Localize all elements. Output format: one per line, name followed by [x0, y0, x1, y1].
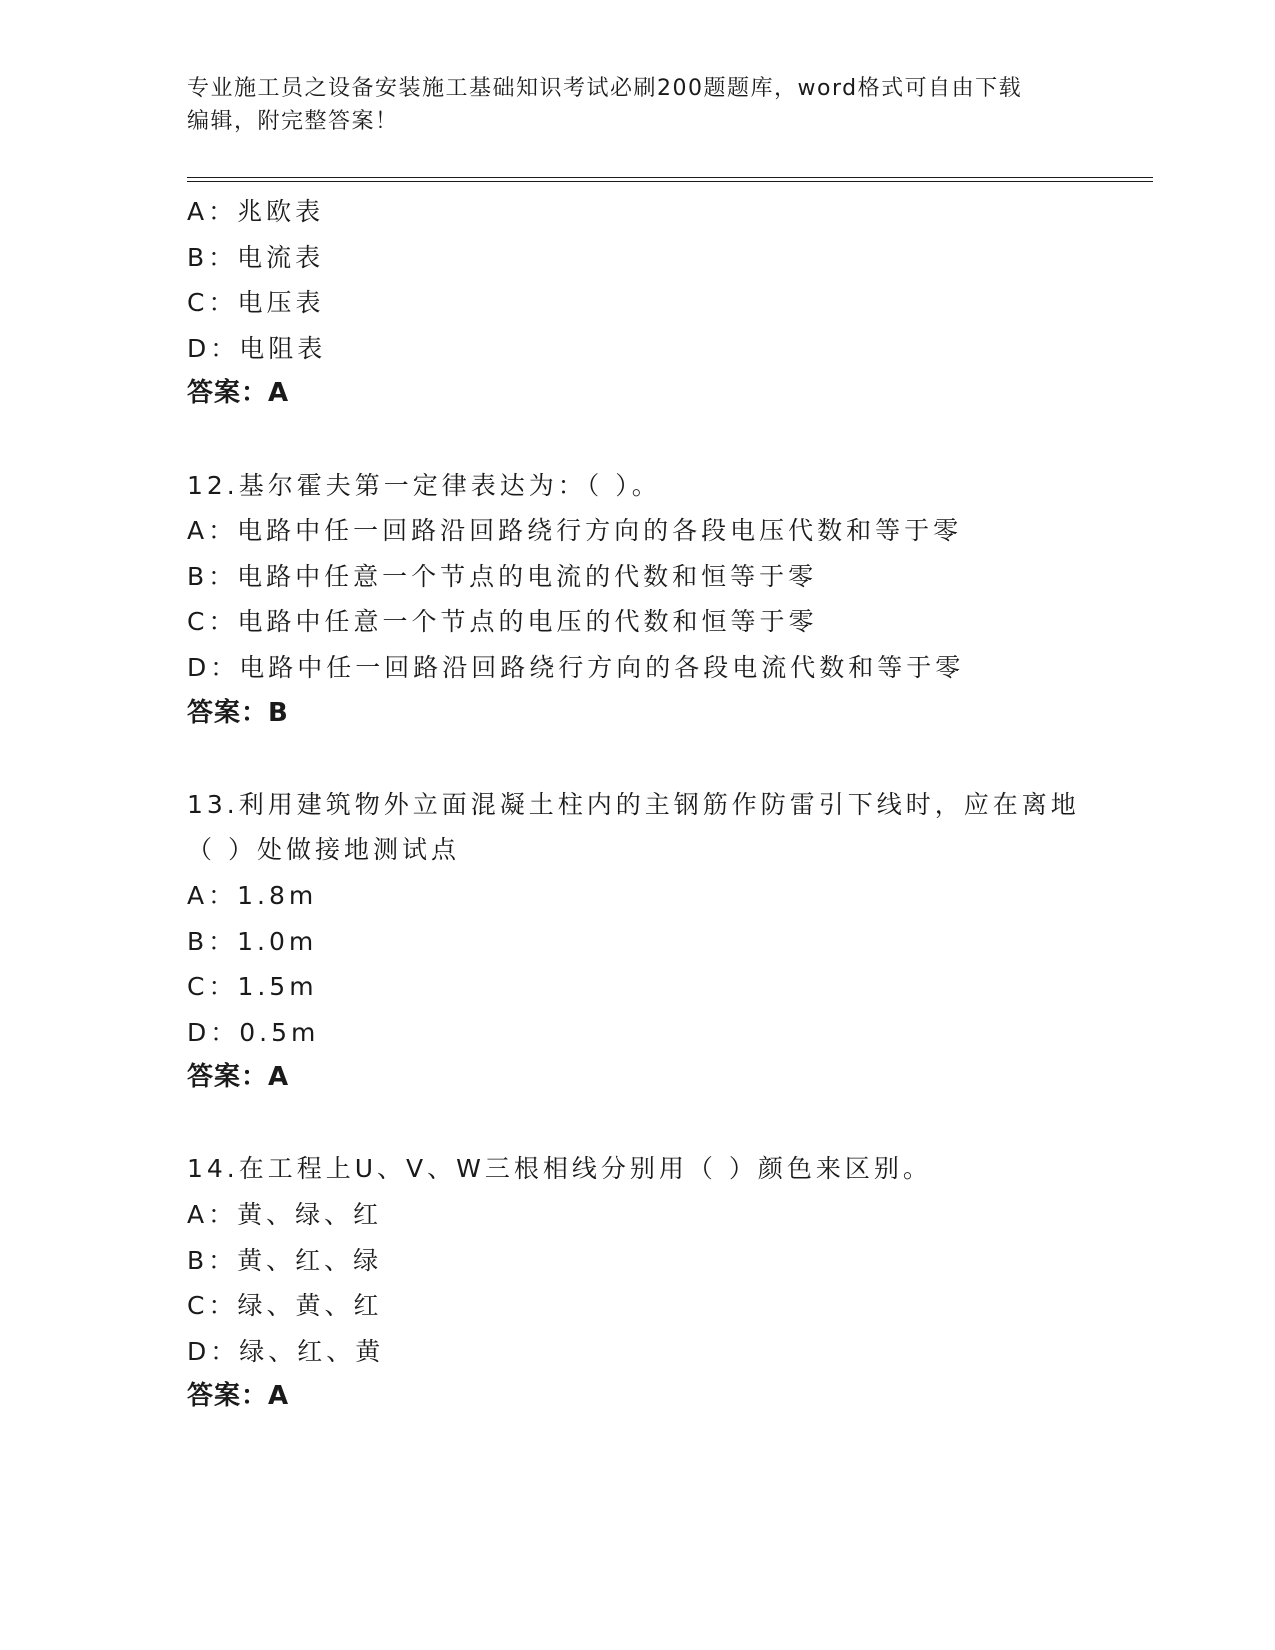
- option-a: A：电路中任一回路沿回路绕行方向的各段电压代数和等于零: [187, 516, 963, 546]
- option-c: C：电压表: [187, 288, 325, 318]
- answer: 答案：B: [187, 697, 289, 728]
- header-line-1: 专业施工员之设备安装施工基础知识考试必刷200题题库，word格式可自由下载: [187, 76, 1023, 101]
- question-12: [187, 463, 1147, 737]
- question-stem: 12.基尔霍夫第一定律表达为：（ ）。: [187, 470, 661, 500]
- spacer: [187, 736, 1147, 782]
- option-c: C：1.5m: [187, 972, 318, 1002]
- answer: 答案：A: [187, 378, 290, 409]
- document-header: [187, 72, 1087, 138]
- header-line-2: 编辑，附完整答案！: [187, 109, 399, 134]
- question-11: [187, 189, 1147, 417]
- question-13: [187, 782, 1147, 1101]
- option-a: A：黄、绿、红: [187, 1200, 383, 1230]
- option-c: C：电路中任意一个节点的电压的代数和恒等于零: [187, 607, 818, 637]
- option-a: A：兆欧表: [187, 197, 325, 226]
- option-d: D：绿、红、黄: [187, 1336, 385, 1366]
- option-d: D：电阻表: [187, 333, 327, 363]
- question-stem: 14.在工程上U、V、W三根相线分别用（ ）颜色来区别。: [187, 1154, 932, 1184]
- question-stem-line-2: （ ）处做接地测试点: [187, 835, 460, 865]
- option-d: D：0.5m: [187, 1017, 320, 1047]
- spacer: [187, 1101, 1147, 1147]
- option-c: C：绿、黄、红: [187, 1291, 383, 1321]
- question-list: [187, 189, 1147, 1420]
- header-divider-top: [187, 177, 1153, 178]
- answer: 答案：A: [187, 1381, 290, 1412]
- option-b: B：黄、红、绿: [187, 1245, 383, 1275]
- spacer: [187, 417, 1147, 463]
- option-b: B：1.0m: [187, 926, 318, 956]
- option-d: D：电路中任一回路沿回路绕行方向的各段电流代数和等于零: [187, 652, 965, 682]
- question-stem-line-1: 13.利用建筑物外立面混凝土柱内的主钢筋作防雷引下线时，应在离地: [187, 789, 1080, 819]
- option-a: A：1.8m: [187, 880, 318, 910]
- answer: 答案：A: [187, 1062, 290, 1093]
- option-b: B：电路中任意一个节点的电流的代数和恒等于零: [187, 561, 818, 591]
- header-divider-bottom: [187, 181, 1153, 182]
- question-14: [187, 1146, 1147, 1420]
- option-b: B：电流表: [187, 242, 325, 272]
